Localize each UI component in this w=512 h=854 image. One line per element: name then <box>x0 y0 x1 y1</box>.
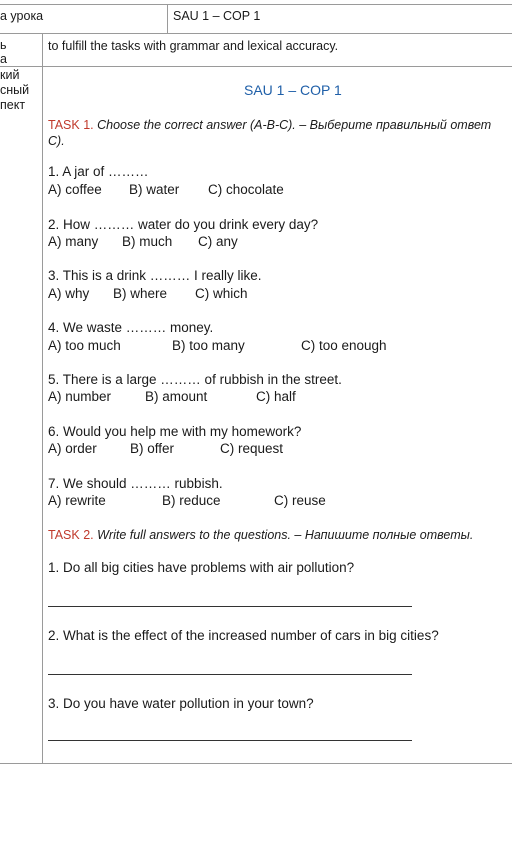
side-label: кий <box>0 68 20 82</box>
task2-label: TASK 2. <box>48 528 94 542</box>
question-7: 7. We should ……… rubbish. <box>48 476 223 491</box>
option-c: C) any <box>198 234 238 249</box>
question-5: 5. There is a large ……… of rubbish in the street. <box>48 372 342 387</box>
task2-question-1: 1. Do all big cities have problems with air pollution? <box>48 560 355 575</box>
question-6: 6. Would you help me with my homework? <box>48 424 302 439</box>
side-label: пект <box>0 98 26 112</box>
option-a: A) rewrite <box>48 493 106 508</box>
task1-instruction-cont: С). <box>48 134 65 148</box>
table-column-divider <box>42 33 43 763</box>
option-c: C) chocolate <box>208 182 284 197</box>
task1-label: TASK 1. <box>48 118 94 132</box>
option-a: A) number <box>48 389 112 404</box>
option-c: C) too enough <box>301 338 387 353</box>
option-c: C) which <box>195 286 248 301</box>
side-label: ь <box>0 38 7 52</box>
question-3: 3. This is a drink ……… I really like. <box>48 268 262 283</box>
option-b: B) reduce <box>162 493 221 508</box>
option-a: A) coffee <box>48 182 102 197</box>
task2-question-3: 3. Do you have water pollution in your town? <box>48 696 314 711</box>
task1-heading <box>48 117 491 133</box>
header-right-label: SAU 1 – COP 1 <box>173 9 261 23</box>
table-column-divider <box>167 4 168 33</box>
option-b: B) where <box>113 286 168 301</box>
option-a: A) why <box>48 286 90 301</box>
option-c: C) half <box>256 389 296 404</box>
option-b: B) amount <box>145 389 208 404</box>
option-b: B) water <box>129 182 180 197</box>
option-b: B) much <box>122 234 173 249</box>
option-c: C) reuse <box>274 493 326 508</box>
header-left-label: а урока <box>0 9 44 23</box>
table-top-border <box>0 4 512 5</box>
task2-instruction: Write full answers to the questions. – Напишите полные ответы. <box>97 528 474 542</box>
task1-instruction: Choose the correct answer (A-B-C). – Выберите правильный ответ <box>97 118 492 132</box>
page-title: SAU 1 – COP 1 <box>244 82 342 98</box>
table-bottom-border <box>0 763 512 764</box>
question-2: 2. How ……… water do you drink every day? <box>48 217 319 232</box>
table-row-divider <box>0 33 512 34</box>
task2-heading <box>48 527 473 543</box>
option-a: A) many <box>48 234 99 249</box>
question-4: 4. We waste ……… money. <box>48 320 214 335</box>
option-b: B) offer <box>130 441 175 456</box>
table-row-divider <box>0 66 512 67</box>
option-b: B) too many <box>172 338 245 353</box>
answer-line-3[interactable] <box>48 740 412 741</box>
task2-question-2: 2. What is the effect of the increased number of cars in big cities? <box>48 628 439 643</box>
objective-text: to fulfill the tasks with grammar and lexical accuracy. <box>48 39 339 53</box>
option-a: A) order <box>48 441 97 456</box>
answer-line-1[interactable] <box>48 606 412 607</box>
option-c: C) request <box>220 441 284 456</box>
side-label: а <box>0 52 7 66</box>
question-1: 1. A jar of ……… <box>48 164 149 179</box>
option-a: A) too much <box>48 338 121 353</box>
answer-line-2[interactable] <box>48 674 412 675</box>
side-label: сный <box>0 83 30 97</box>
